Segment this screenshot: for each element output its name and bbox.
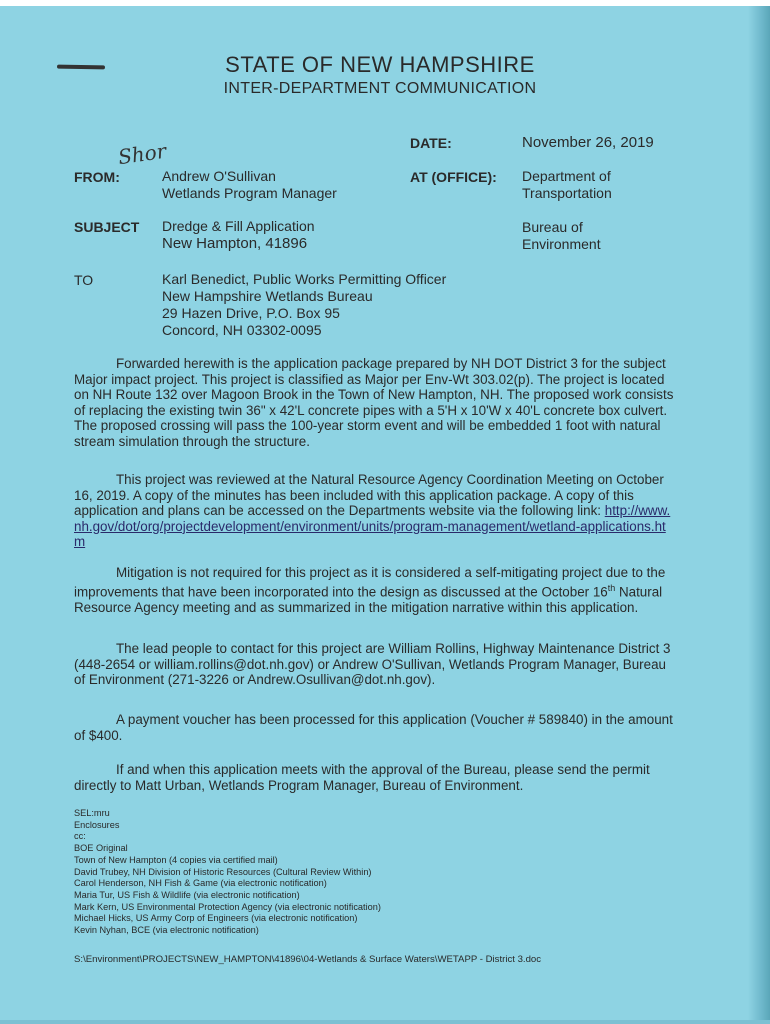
footer-line: Mark Kern, US Environmental Protection Agency (via electronic notification) [74, 901, 381, 912]
paragraph-2-text: This project was reviewed at the Natural Resource Agency Coordination Meeting on October 16, 2019. A copy of the minutes has been included with this application package. A copy of this application and plans can be accessed on the Departments website via the following link: [74, 472, 664, 519]
paragraph-5-text: A payment voucher has been processed for this application (Voucher # 589840) in the amount of $400. [74, 712, 673, 743]
paragraph-3 [74, 565, 674, 615]
wetland-applications-link[interactable]: http://www.nh.gov/dot/org/projectdevelopment/environment/units/program-management/wetland-applications.htm [74, 503, 671, 550]
office-label: AT (OFFICE): [410, 169, 497, 185]
document-subtitle: INTER-DEPARTMENT COMMUNICATION [223, 80, 537, 97]
footer-line: cc: [74, 831, 86, 842]
footer-line: Enclosures [74, 819, 120, 830]
paragraph-6 [74, 762, 674, 793]
paragraph-1 [74, 356, 674, 450]
to-label: TO [74, 272, 94, 288]
bureau-line-2: Environment [522, 236, 601, 252]
footer-line: BOE Original [74, 843, 128, 854]
paragraph-1-text: Forwarded herewith is the application package prepared by NH DOT District 3 for the subject Major impact project. This project is classified as Major per Env-Wt 303.02(p). The project is located on NH Route 132 over Magoon Brook in the Town of New Hampton, NH. The proposed work consists of replacing the existing twin 36" x 42'L concrete pipes with a 5'H x 10'W x 40'L concrete box culvert. The proposed crossing will pass the 100-year storm event and will be embedded 1 foot with natural stream simulation through the structure. [74, 356, 674, 449]
paragraph-4-text: The lead people to contact for this project are William Rollins, Highway Maintenance District 3 (448-2654 or william.rollins@dot.nh.gov) or Andrew O'Sullivan, Wetlands Program Manager, Bureau of Environment (271-3226 or Andrew.Osullivan@dot.nh.gov). [74, 641, 671, 688]
from-title: Wetlands Program Manager [162, 185, 337, 201]
footer-line: David Trubey, NH Division of Historic Resources (Cultural Review Within) [74, 866, 372, 877]
bureau-line-1: Bureau of [522, 219, 583, 235]
subject-line-2: New Hampton, 41896 [162, 235, 308, 252]
to-line-1: Karl Benedict, Public Works Permitting Officer [162, 271, 447, 287]
subject-label: SUBJECT [74, 219, 140, 235]
paragraph-6-text: If and when this application meets with the approval of the Bureau, please send the permit directly to Matt Urban, Wetlands Program Manager, Bureau of Environment. [74, 762, 650, 793]
date-label: DATE: [410, 135, 452, 151]
paragraph-3-text-b: Natural Resource Agency meeting and as summarized in the mitigation narrative within this application. [74, 584, 663, 615]
document-title: STATE OF NEW HAMPSHIRE [225, 52, 535, 77]
subject-line-1: Dredge & Fill Application [162, 218, 315, 234]
scan-margin [0, 0, 770, 6]
paper-bottom-edge [0, 1020, 770, 1024]
footer-line: Kevin Nyhan, BCE (via electronic notification) [74, 925, 259, 936]
footer-line: Michael Hicks, US Army Corp of Engineers (via electronic notification) [74, 913, 358, 924]
from-label: FROM: [74, 169, 120, 185]
paragraph-3-text-a: Mitigation is not required for this project as it is considered a self-mitigating project due to the improvements that have been incorporated into the design as discussed at the October 16 [74, 565, 666, 600]
office-line-1: Department of [522, 168, 611, 184]
file-path: S:\Environment\PROJECTS\NEW_HAMPTON\41896\04-Wetlands & Surface Waters\WETAPP - District 3.doc [74, 954, 542, 965]
footer-line: Carol Henderson, NH Fish & Game (via electronic notification) [74, 878, 327, 889]
footer-line: SEL:mru [74, 808, 110, 818]
paragraph-4 [74, 641, 674, 688]
to-line-2: New Hampshire Wetlands Bureau [162, 288, 373, 304]
footer-line: Maria Tur, US Fish & Wildlife (via electronic notification) [74, 889, 300, 900]
ordinal-suffix: th [607, 582, 616, 593]
distribution-list [74, 808, 381, 937]
from-name: Andrew O'Sullivan [162, 168, 276, 184]
paper-edge [748, 0, 770, 1024]
paragraph-5 [74, 712, 674, 743]
to-line-3: 29 Hazen Drive, P.O. Box 95 [162, 305, 340, 321]
to-line-4: Concord, NH 03302-0095 [162, 322, 322, 338]
paragraph-2 [74, 472, 674, 550]
office-line-2: Transportation [522, 185, 612, 201]
handwritten-initials: Shor [116, 138, 168, 170]
date-value: November 26, 2019 [522, 134, 654, 151]
footer-line: Town of New Hampton (4 copies via certified mail) [74, 854, 278, 865]
